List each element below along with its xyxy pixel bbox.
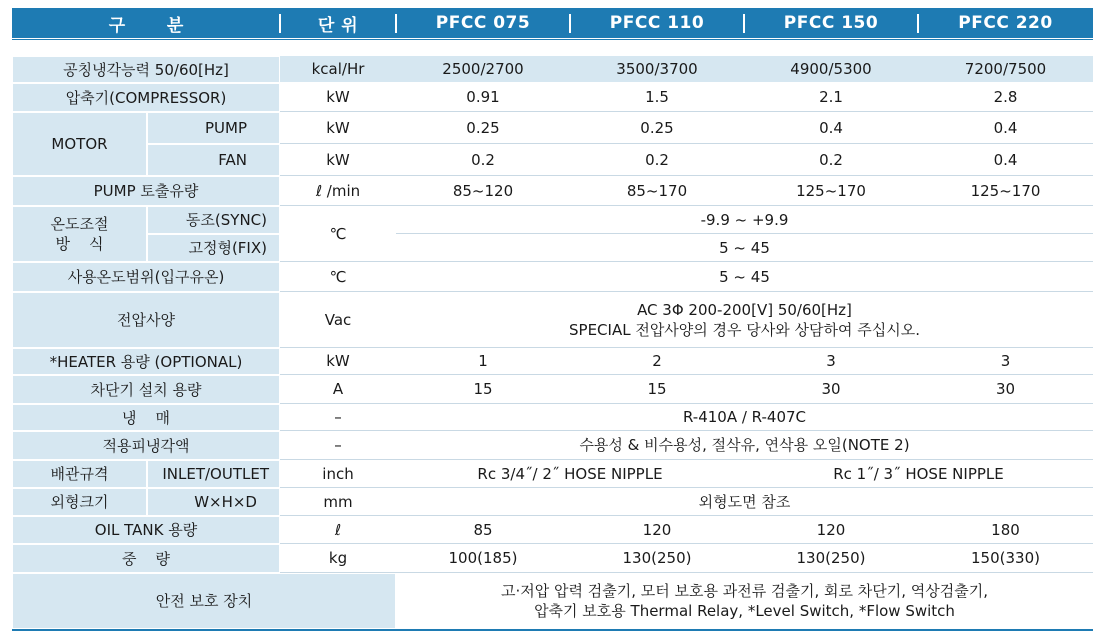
value-heater-150: 3 <box>744 348 918 375</box>
value-piping-large: Rc 1˝/ 3˝ HOSE NIPPLE <box>744 460 1093 488</box>
unit-pump-flow: ℓ /min <box>280 176 396 206</box>
value-pump-110: 0.25 <box>570 112 744 144</box>
value-pump-075: 0.25 <box>396 112 570 144</box>
safety-line2: 압축기 보호용 Thermal Relay, *Level Switch, *Flow Switch <box>534 602 955 620</box>
header-underline <box>12 39 1093 40</box>
unit-pump: kW <box>280 112 396 144</box>
value-pump-flow-150: 125~170 <box>744 176 918 206</box>
header-model-110: PFCC 110 <box>570 8 744 38</box>
value-sync: -9.9 ~ +9.9 <box>396 206 1093 234</box>
header-model-075: PFCC 075 <box>396 8 570 38</box>
value-fan-110: 0.2 <box>570 144 744 176</box>
value-refrigerant: R-410A / R-407C <box>396 404 1093 431</box>
unit-fan: kW <box>280 144 396 176</box>
value-cooling-110: 3500/3700 <box>570 56 744 83</box>
header-unit: 단 위 <box>280 8 396 38</box>
value-cooling-075: 2500/2700 <box>396 56 570 83</box>
value-weight-110: 130(250) <box>570 544 744 573</box>
row-label-piping: 배관규격 <box>12 460 147 488</box>
header-divider <box>569 14 571 33</box>
row-label-operating-range: 사용온도범위(입구유온) <box>12 262 280 292</box>
row-label-pump-flow: PUMP 토출유량 <box>12 176 280 206</box>
unit-voltage: Vac <box>280 292 396 348</box>
value-heater-110: 2 <box>570 348 744 375</box>
unit-piping: inch <box>280 460 396 488</box>
unit-refrigerant: – <box>280 404 396 431</box>
unit-compressor: kW <box>280 83 396 112</box>
value-weight-150: 130(250) <box>744 544 918 573</box>
value-heater-220: 3 <box>918 348 1093 375</box>
unit-operating-range: ℃ <box>280 262 396 292</box>
temp-control-line2: 방 식 <box>55 235 104 253</box>
value-breaker-110: 15 <box>570 375 744 404</box>
row-label-coolant: 적용피냉각액 <box>12 431 280 460</box>
header-divider <box>743 14 745 33</box>
header-divider <box>917 14 919 33</box>
row-label-temp-control <box>12 206 147 262</box>
value-fan-220: 0.4 <box>918 144 1093 176</box>
header-category: 구 분 <box>12 8 280 38</box>
row-label-dimensions: 외형크기 <box>12 488 147 516</box>
row-label-weight: 중 량 <box>12 544 280 573</box>
value-oil-tank-110: 120 <box>570 516 744 544</box>
value-compressor-110: 1.5 <box>570 83 744 112</box>
unit-cooling: kcal/Hr <box>280 56 396 83</box>
value-compressor-150: 2.1 <box>744 83 918 112</box>
value-fan-150: 0.2 <box>744 144 918 176</box>
voltage-line2: SPECIAL 전압사양의 경우 당사와 상담하여 주십시오. <box>569 320 920 339</box>
value-voltage <box>396 292 1093 348</box>
unit-heater: kW <box>280 348 396 375</box>
value-breaker-220: 30 <box>918 375 1093 404</box>
value-breaker-075: 15 <box>396 375 570 404</box>
value-oil-tank-075: 85 <box>396 516 570 544</box>
temp-control-line1: 온도조절 <box>50 215 109 233</box>
value-pump-flow-075: 85~120 <box>396 176 570 206</box>
value-operating-range: 5 ~ 45 <box>396 262 1093 292</box>
unit-coolant: – <box>280 431 396 460</box>
header-divider <box>279 14 281 33</box>
row-sublabel-whd: W×H×D <box>147 488 280 516</box>
row-sublabel-fan: FAN <box>147 144 280 176</box>
unit-weight: kg <box>280 544 396 573</box>
value-piping-small: Rc 3/4˝/ 2˝ HOSE NIPPLE <box>396 460 744 488</box>
value-pump-flow-220: 125~170 <box>918 176 1093 206</box>
row-sublabel-fix: 고정형(FIX) <box>147 234 280 262</box>
value-coolant: 수용성 & 비수용성, 절삭유, 연삭용 오일(NOTE 2) <box>396 431 1093 460</box>
row-label-safety: 안전 보호 장치 <box>12 573 396 629</box>
row-label-refrigerant: 냉 매 <box>12 404 280 431</box>
value-fan-075: 0.2 <box>396 144 570 176</box>
value-pump-220: 0.4 <box>918 112 1093 144</box>
unit-dimensions: mm <box>280 488 396 516</box>
row-label-heater: *HEATER 용량 (OPTIONAL) <box>12 348 280 375</box>
value-weight-220: 150(330) <box>918 544 1093 573</box>
value-cooling-150: 4900/5300 <box>744 56 918 83</box>
value-dimensions: 외형도면 참조 <box>396 488 1093 516</box>
row-label-breaker: 차단기 설치 용량 <box>12 375 280 404</box>
safety-line1: 고·저압 압력 검출기, 모터 보호용 과전류 검출기, 회로 차단기, 역상검출기, <box>501 582 988 600</box>
header-divider <box>395 14 397 33</box>
value-compressor-075: 0.91 <box>396 83 570 112</box>
row-sublabel-inlet-outlet: INLET/OUTLET <box>147 460 280 488</box>
table-bottom-rule <box>12 629 1093 631</box>
value-cooling-220: 7200/7500 <box>918 56 1093 83</box>
value-weight-075: 100(185) <box>396 544 570 573</box>
value-oil-tank-220: 180 <box>918 516 1093 544</box>
value-oil-tank-150: 120 <box>744 516 918 544</box>
value-pump-150: 0.4 <box>744 112 918 144</box>
value-pump-flow-110: 85~170 <box>570 176 744 206</box>
unit-breaker: A <box>280 375 396 404</box>
header-model-220: PFCC 220 <box>918 8 1093 38</box>
row-label-compressor: 압축기(COMPRESSOR) <box>12 83 280 112</box>
value-heater-075: 1 <box>396 348 570 375</box>
unit-oil-tank: ℓ <box>280 516 396 544</box>
header-model-150: PFCC 150 <box>744 8 918 38</box>
value-breaker-150: 30 <box>744 375 918 404</box>
row-sublabel-sync: 동조(SYNC) <box>147 206 280 234</box>
row-sublabel-pump: PUMP <box>147 112 280 144</box>
voltage-line1: AC 3Φ 200-200[V] 50/60[Hz] <box>637 300 852 319</box>
row-label-cooling: 공칭냉각능력 50/60[Hz] <box>12 56 280 83</box>
value-fix: 5 ~ 45 <box>396 234 1093 262</box>
row-label-voltage: 전압사양 <box>12 292 280 348</box>
row-label-motor: MOTOR <box>12 112 147 176</box>
row-label-oil-tank: OIL TANK 용량 <box>12 516 280 544</box>
value-compressor-220: 2.8 <box>918 83 1093 112</box>
unit-temp-control: ℃ <box>280 206 396 262</box>
value-safety <box>396 573 1093 629</box>
